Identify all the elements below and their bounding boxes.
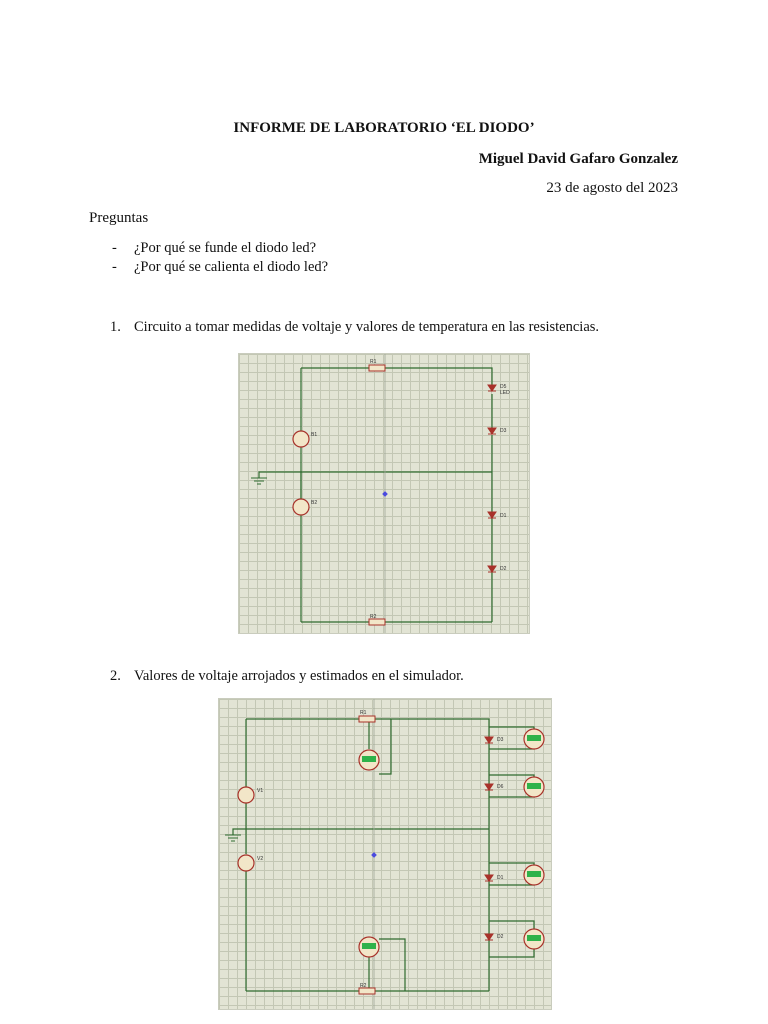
item-number: 2. — [110, 668, 121, 684]
label-d6: D6 — [497, 784, 504, 790]
circuit-diagram-2 — [218, 698, 552, 1010]
voltmeter-icon — [359, 729, 544, 957]
question-text: ¿Por qué se calienta el diodo led? — [134, 259, 329, 275]
label-d2: D2 — [497, 934, 504, 940]
label-r1: R1 — [370, 359, 377, 365]
report-title: INFORME DE LABORATORIO ‘EL DIODO’ — [233, 120, 535, 136]
bullet-marker: - — [112, 259, 117, 275]
numbered-item — [110, 319, 599, 336]
label-d2: D2 — [500, 566, 507, 572]
label-d3: D3 — [497, 737, 504, 743]
label-d5: D5 — [500, 384, 507, 390]
label-d1: D1 — [500, 513, 507, 519]
item-text: Circuito a tomar medidas de voltaje y valores de temperatura en las resistencias. — [134, 319, 600, 335]
label-led: LED — [500, 390, 510, 396]
question-item — [112, 240, 316, 257]
item-number: 1. — [110, 319, 121, 335]
label-r2: R2 — [360, 983, 367, 989]
section-heading: Preguntas — [89, 210, 149, 226]
circuit-2-svg — [219, 699, 551, 1009]
label-b1: B1 — [311, 432, 318, 438]
label-d1: D1 — [497, 875, 504, 881]
bullet-marker: - — [112, 240, 117, 256]
label-r2: R2 — [370, 614, 377, 620]
circuit-1-svg — [239, 354, 529, 633]
label-r1: R1 — [360, 710, 367, 716]
item-text: Valores de voltaje arrojados y estimados en el simulador. — [134, 668, 464, 684]
question-item — [112, 259, 328, 276]
report-date: 23 de agosto del 2023 — [546, 180, 678, 196]
label-v1: V1 — [257, 788, 264, 794]
question-text: ¿Por qué se funde el diodo led? — [134, 240, 317, 256]
label-b2: B2 — [311, 500, 318, 506]
numbered-item — [110, 668, 464, 685]
author-name: Miguel David Gafaro Gonzalez — [478, 151, 678, 167]
label-v2: V2 — [257, 856, 264, 862]
label-d3: D3 — [500, 428, 507, 434]
circuit-diagram-1 — [238, 353, 530, 634]
